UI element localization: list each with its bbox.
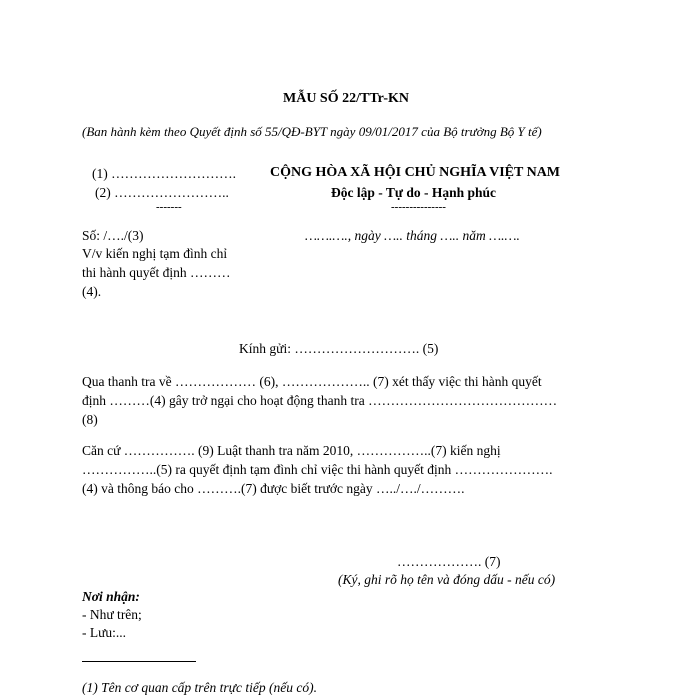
footnote-divider [82,661,196,662]
left-divider: ------- [156,201,182,213]
footnote-1: (1) Tên cơ quan cấp trên trực tiếp (nếu có). [82,680,318,695]
para2-line2: ……………..(5) ra quyết định tạm đình chỉ việc thi hành quyết định …………………. [82,462,553,477]
para1-line1: Qua thanh tra về ……………… (6), ……………….. (7) xét thấy việc thi hành quyết [82,374,542,389]
right-divider: --------------- [391,201,446,213]
form-number: MẪU SỐ 22/TTr-KN [283,91,409,106]
place-date: …….…., ngày ….. tháng ….. năm ….…. [305,228,520,243]
document-number: Số: /…./(3) [82,228,144,243]
recipient-item: - Như trên; [82,607,142,622]
subject-line-2: thi hành quyết định ……… [82,265,231,280]
para2-line3: (4) và thông báo cho ……….(7) được biết trước ngày …../…./………. [82,481,465,496]
para1-line2: định ………(4) gây trở ngại cho hoạt động thanh tra …………………………………… [82,393,558,408]
recipient-item: - Lưu:... [82,625,127,640]
kinh-gui: Kính gửi: ………………………. (5) [239,341,439,356]
issued-note: (Ban hành kèm theo Quyết định số 55/QĐ-BYT ngày 09/01/2017 của Bộ trưởng Bộ Y tế) [82,124,542,139]
subject-line-3: (4). [82,284,102,299]
signer-placeholder: ………………. (7) [397,554,501,569]
agency-line-2: (2) …………………….. [95,185,229,200]
motto: Độc lập - Tự do - Hạnh phúc [331,185,497,200]
agency-line-1: (1) ………………………. [92,166,236,181]
para2-line1: Căn cứ ……………. (9) Luật thanh tra năm 2010, ……………..(7) kiến nghị [82,443,501,458]
signature-note: (Ký, ghi rõ họ tên và đóng dấu - nếu có) [338,572,556,587]
recipients-label: Nơi nhận: [82,589,140,604]
para1-line3: (8) [82,412,98,427]
subject-line-1: V/v kiến nghị tạm đình chỉ [82,246,228,261]
nation-title: CỘNG HÒA XÃ HỘI CHỦ NGHĨA VIỆT NAM [270,165,561,180]
